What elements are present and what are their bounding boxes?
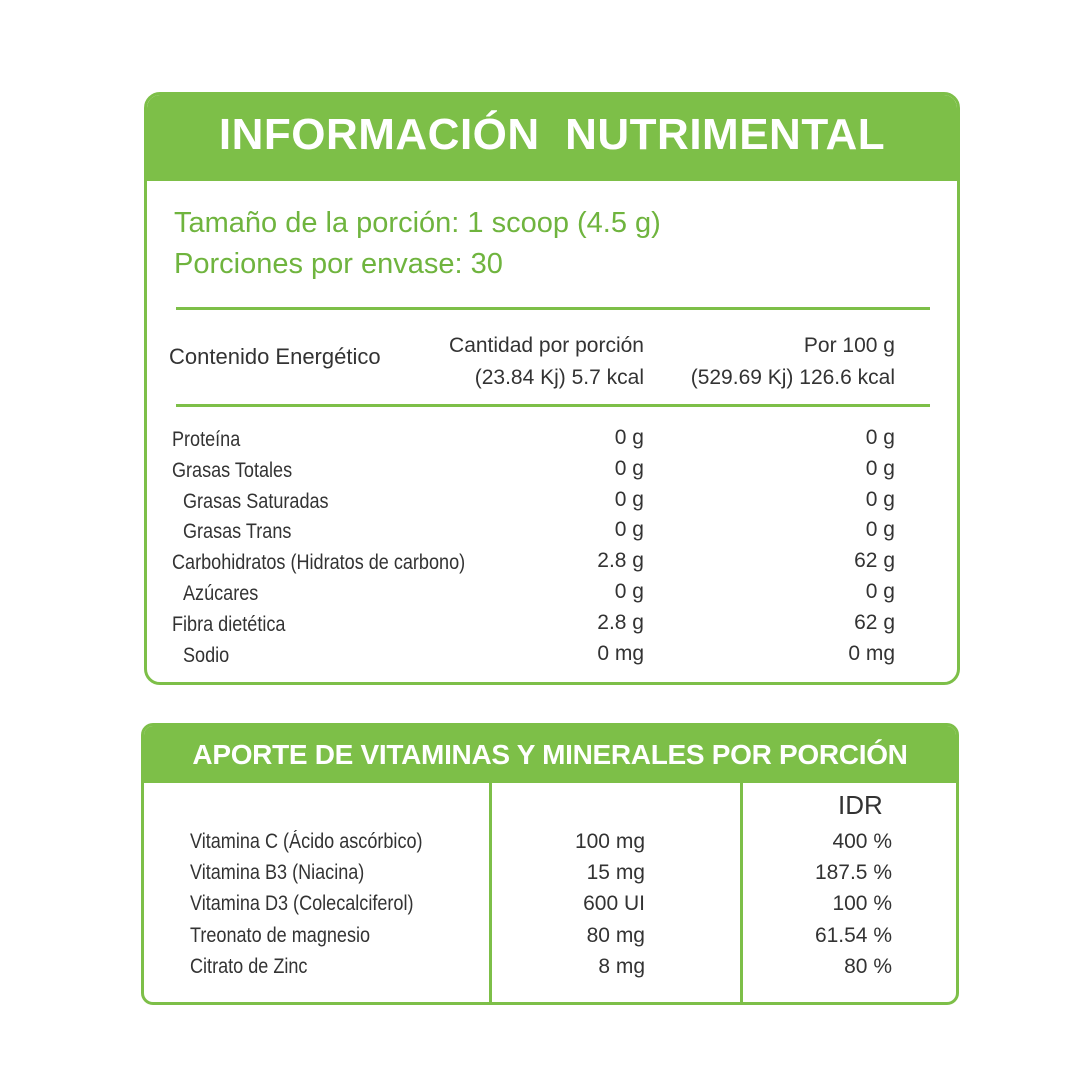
vitamin-idr: 61.54 %: [814, 923, 892, 947]
nutrient-name: Proteína: [172, 428, 241, 451]
nutrient-row: [147, 486, 957, 517]
nutrient-list: [147, 424, 957, 670]
vitamin-amount: 80 mg: [586, 923, 645, 947]
energy-content-label: Contenido Energético: [169, 344, 381, 369]
nutrient-row: [147, 640, 957, 671]
idr-column-header: IDR: [838, 790, 883, 820]
nutrient-per-serving: 0 mg: [597, 641, 644, 665]
vitamin-name: Treonato de magnesio: [190, 923, 371, 947]
vitamin-row: [144, 828, 956, 859]
vitamin-name: Citrato de Zinc: [190, 954, 308, 978]
vitamin-amount: 100 mg: [574, 830, 645, 853]
nutrient-name: Azúcares: [183, 581, 259, 605]
vitamins-panel-header: [144, 726, 956, 783]
nutrient-per-100g: 0 mg: [848, 641, 895, 665]
nutrient-per-100g: 0 g: [865, 579, 895, 603]
vitamin-amount: 600 UI: [583, 892, 645, 916]
nutrient-per-serving: 2.8 g: [597, 610, 644, 634]
nutrient-name: Grasas Saturadas: [183, 489, 329, 513]
nutrient-per-serving: 0 g: [614, 579, 644, 603]
nutrient-per-serving: 0 g: [614, 426, 644, 449]
nutrient-per-100g: 0 g: [865, 518, 895, 542]
vitamin-row: [144, 890, 956, 921]
nutrient-row: [147, 578, 957, 609]
vitamin-idr: 400 %: [832, 830, 892, 853]
nutrient-row: [147, 424, 957, 455]
vitamin-row: [144, 953, 956, 984]
nutrient-per-serving: 0 g: [614, 487, 644, 511]
vitamin-amount: 15 mg: [586, 861, 645, 885]
nutrient-name: Fibra dietética: [172, 612, 286, 636]
energy-per-100g-column: [691, 330, 895, 394]
nutrient-row: [147, 455, 957, 486]
per-100g-header: Por 100 g: [803, 334, 895, 357]
nutrient-name: Sodio: [183, 643, 230, 667]
vitamin-name: Vitamina D3 (Colecalciferol): [190, 892, 414, 916]
per-serving-energy-value: (23.84 Kj) 5.7 kcal: [474, 366, 644, 389]
nutrient-per-serving: 2.8 g: [597, 549, 644, 573]
nutrient-per-100g: 0 g: [865, 487, 895, 511]
vitamin-idr: 80 %: [844, 954, 892, 978]
nutrient-per-100g: 0 g: [865, 456, 895, 480]
nutrient-name: Grasas Trans: [183, 520, 292, 544]
vitamin-name: Vitamina C (Ácido ascórbico): [190, 830, 423, 853]
per-serving-header: Cantidad por porción: [449, 334, 644, 357]
nutrition-panel-header: [147, 95, 957, 181]
vitamin-row: [144, 859, 956, 890]
nutrient-row: [147, 547, 957, 578]
nutrient-per-100g: 62 g: [854, 549, 895, 573]
nutrient-row: [147, 609, 957, 640]
vitamins-minerals-panel: [141, 723, 959, 1005]
nutrient-per-serving: 0 g: [614, 456, 644, 480]
vitamin-name: Vitamina B3 (Niacina): [190, 861, 365, 885]
nutrient-per-serving: 0 g: [614, 518, 644, 542]
divider-top: [176, 307, 930, 310]
servings-per-container: Porciones por envase: 30: [174, 248, 503, 280]
vitamin-idr: 187.5 %: [814, 861, 892, 885]
nutrient-per-100g: 62 g: [854, 610, 895, 634]
vitamin-list: [144, 828, 956, 984]
energy-per-serving-column: [449, 330, 644, 394]
vitamin-idr: 100 %: [832, 892, 892, 916]
vitamin-amount: 8 mg: [598, 954, 645, 978]
serving-size: Tamaño de la porción: 1 scoop (4.5 g): [174, 207, 661, 239]
nutrient-name: Carbohidratos (Hidratos de carbono): [172, 551, 466, 575]
nutrient-per-100g: 0 g: [865, 426, 895, 449]
nutrition-facts-panel: [144, 92, 960, 685]
per-100g-energy-value: (529.69 Kj) 126.6 kcal: [690, 366, 895, 389]
nutrient-row: [147, 516, 957, 547]
nutrition-panel-title: INFORMACIÓN NUTRIMENTAL: [218, 110, 886, 159]
vitamins-panel-title: APORTE DE VITAMINAS Y MINERALES POR PORCIÓN: [192, 739, 908, 770]
divider-bottom: [176, 404, 930, 407]
nutrient-name: Grasas Totales: [172, 458, 293, 482]
vitamin-row: [144, 922, 956, 953]
